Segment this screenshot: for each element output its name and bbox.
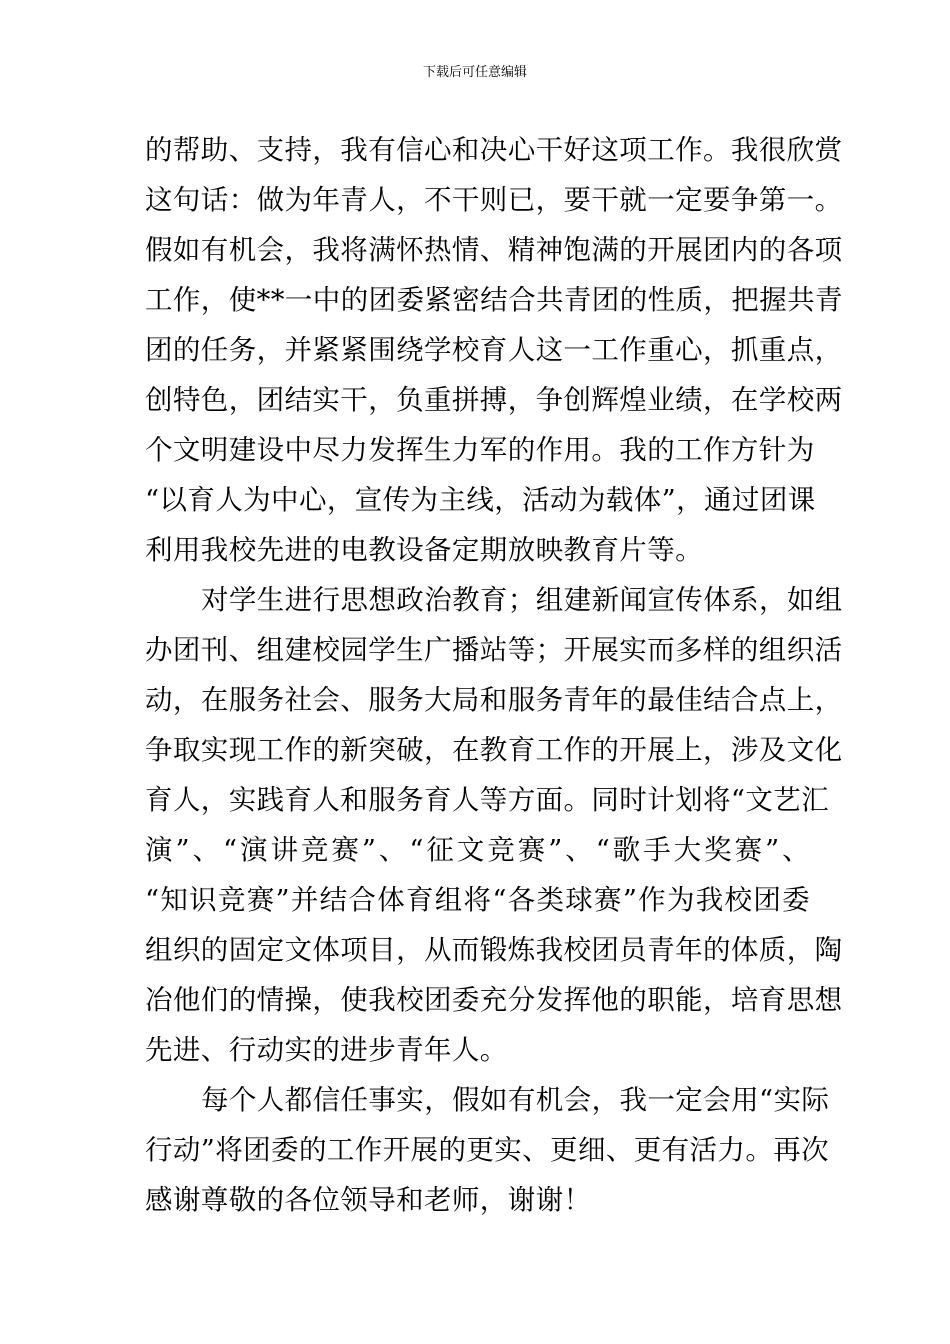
text-line: 争取实现工作的新突破，在教育工作的开展上，涉及文化 xyxy=(145,734,843,766)
text-line: 先进、行动实的进步青年人。 xyxy=(145,1034,508,1066)
text-line: 团的任务，并紧紧围绕学校育人这一工作重心，抓重点， xyxy=(145,334,843,366)
text-line: 的帮助、支持，我有信心和决心干好这项工作。我很欣赏 xyxy=(145,134,843,166)
paragraph-3 xyxy=(145,1075,830,1225)
text-line: 个文明建设中尽力发挥生力军的作用。我的工作方针为 xyxy=(145,434,815,466)
text-line: 演”、“演讲竞赛”、“征文竞赛”、“歌手大奖赛”、 xyxy=(145,834,810,866)
paragraph-1 xyxy=(145,125,843,575)
text-line: 工作，使**一中的团委紧密结合共青团的性质，把握共青 xyxy=(145,284,843,316)
text-line: “知识竞赛”并结合体育组将“各类球赛”作为我校团委 xyxy=(145,884,810,916)
text-line: 冶他们的情操，使我校团委充分发挥他的职能，培育思想 xyxy=(145,984,843,1016)
text-line: 利用我校先进的电教设备定期放映教育片等。 xyxy=(145,534,703,566)
text-line: 办团刊、组建校园学生广播站等；开展实而多样的组织活 xyxy=(145,634,843,666)
paragraph-2 xyxy=(145,575,843,1075)
text-line: 感谢尊敬的各位领导和老师，谢谢！ xyxy=(145,1184,592,1216)
document-body xyxy=(145,125,843,1225)
text-line: 行动”将团委的工作开展的更实、更细、更有活力。再次 xyxy=(145,1134,830,1166)
text-line: 对学生进行思想政治教育；组建新闻宣传体系，如组 xyxy=(201,584,843,616)
text-line: “以育人为中心，宣传为主线，活动为载体”，通过团课 xyxy=(145,484,816,516)
text-line: 假如有机会，我将满怀热情、精神饱满的开展团内的各项 xyxy=(145,234,843,266)
text-line: 创特色，团结实干，负重拼搏，争创辉煌业绩，在学校两 xyxy=(145,384,843,416)
text-line: 每个人都信任事实，假如有机会，我一定会用“实际 xyxy=(201,1084,830,1116)
page-header-note: 下载后可任意编辑 xyxy=(422,65,527,80)
text-line: 育人，实践育人和服务育人等方面。同时计划将“文艺汇 xyxy=(145,784,830,816)
text-line: 组织的固定文体项目，从而锻炼我校团员青年的体质，陶 xyxy=(145,934,843,966)
text-line: 这句话：做为年青人，不干则已，要干就一定要争第一。 xyxy=(145,184,843,216)
text-line: 动，在服务社会、服务大局和服务青年的最佳结合点上， xyxy=(145,684,843,716)
